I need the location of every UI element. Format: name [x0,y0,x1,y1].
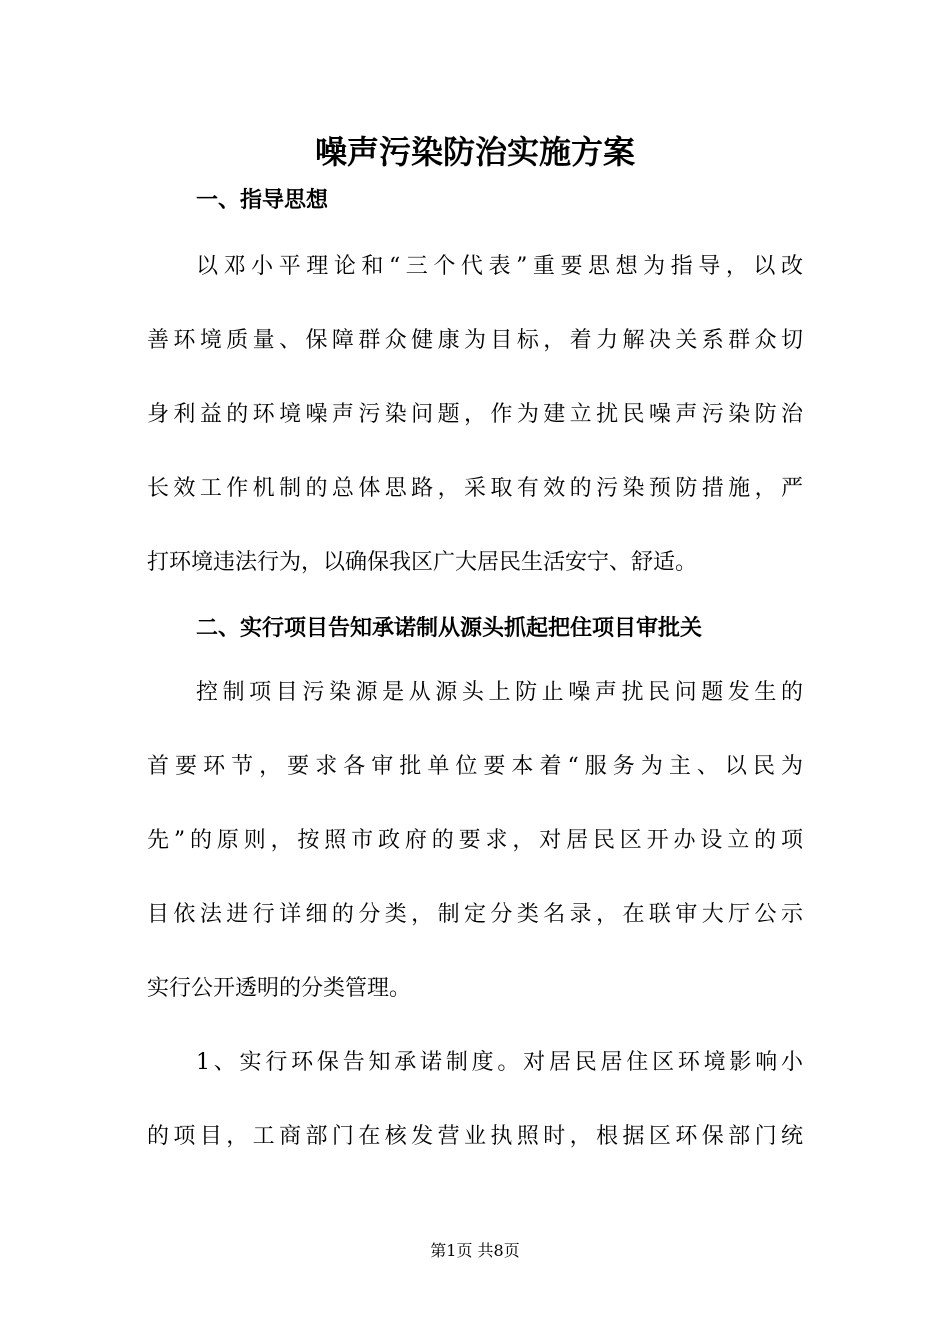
paragraph-line: 善环境质量、保障群众健康为目标，着力解决关系群众切 [147,328,803,353]
paragraph-line: 实行公开透明的分类管理。 [147,976,412,1001]
paragraph-line: 打环境违法行为，以确保我区广大居民生活安宁、舒适。 [147,550,698,575]
paragraph-line: 的项目，工商部门在核发营业执照时，根据区环保部门统 [147,1124,803,1149]
paragraph-line: 先”的原则，按照市政府的要求，对居民区开办设立的项 [147,828,803,853]
document-title: 噪声污染防治实施方案 [314,133,635,171]
paragraph-line: 目依法进行详细的分类，制定分类名录，在联审大厅公示 [147,902,803,927]
paragraph-line: 身利益的环境噪声污染问题，作为建立扰民噪声污染防治 [147,402,803,427]
paragraph-line: 1、实行环保告知承诺制度。对居民居住区环境影响小 [196,1050,803,1075]
page-footer: 第1页 共8页 [430,1241,520,1260]
paragraph-line: 以邓小平理论和“三个代表”重要思想为指导，以改 [196,254,803,279]
paragraph-line: 控制项目污染源是从源头上防止噪声扰民问题发生的 [196,680,803,705]
paragraph-line: 首要环节，要求各审批单位要本着“服务为主、以民为 [147,754,803,779]
section-heading-guiding-ideology: 一、指导思想 [196,188,329,213]
paragraph-line: 长效工作机制的总体思路，采取有效的污染预防措施，严 [147,476,803,501]
section-heading-project-approval: 二、实行项目告知承诺制从源头抓起把住项目审批关 [196,616,703,641]
